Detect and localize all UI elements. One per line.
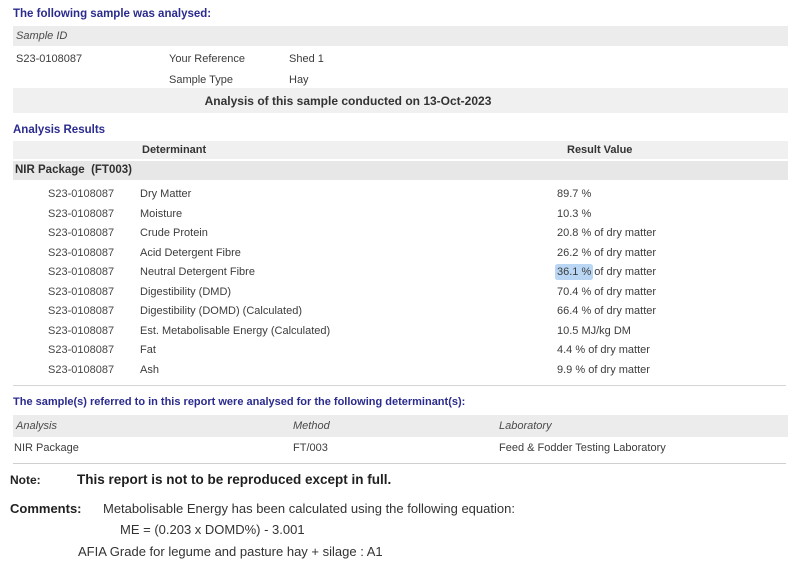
result-determinant: Ash (140, 363, 159, 376)
result-value-number: 26.2 % (557, 246, 592, 259)
note-label: Note: (10, 473, 41, 487)
result-determinant: Crude Protein (140, 227, 208, 239)
sample-id-value: S23-0108087 (16, 53, 83, 65)
result-sample-id: S23-0108087 (48, 324, 115, 337)
result-value-number: 70.4 % (557, 285, 592, 298)
sample-type-value: Hay (289, 74, 309, 86)
sample-info-row (0, 52, 796, 67)
result-value (557, 244, 656, 264)
analysis-value: NIR Package (14, 442, 79, 454)
result-value-unit: of dry matter (591, 227, 657, 239)
your-reference-label: Your Reference (169, 53, 246, 65)
analysis-results-heading: Analysis Results (13, 124, 106, 136)
section-divider (13, 463, 786, 464)
comments-label: Comments: (10, 501, 82, 516)
result-sample-id: S23-0108087 (48, 246, 115, 259)
analysis-date-banner (13, 88, 788, 113)
result-determinant: Digestibility (DMD) (140, 285, 232, 298)
result-value-number: 10.3 % (557, 207, 592, 220)
result-determinant: Dry Matter (140, 188, 192, 200)
result-value-column-header: Result Value (567, 144, 633, 156)
result-value (557, 341, 650, 361)
result-value-unit: of dry matter (591, 246, 657, 259)
result-determinant: Neutral Detergent Fibre (140, 266, 255, 278)
result-value-unit: of dry matter (585, 344, 650, 356)
result-determinant: Est. Metabolisable Energy (Calculated) (140, 324, 331, 337)
determinants-table-row (13, 442, 796, 455)
result-sample-id: S23-0108087 (48, 207, 115, 220)
result-sample-id: S23-0108087 (48, 188, 115, 200)
result-value-unit: of dry matter (591, 285, 657, 298)
result-row (0, 361, 796, 381)
result-value-number: 20.8 % (557, 227, 592, 239)
sample-type-label: Sample Type (169, 74, 234, 86)
me-equation-line: ME = (0.203 x DOMD%) - 3.001 (120, 522, 305, 537)
selected-result-value-number: 36.1 % (557, 266, 592, 278)
result-value-unit: of dry matter (591, 266, 657, 278)
result-row (0, 224, 796, 244)
result-determinant: Moisture (140, 207, 183, 220)
analysis-column-header: Analysis (16, 420, 57, 432)
result-sample-id: S23-0108087 (48, 227, 115, 239)
result-value (557, 322, 631, 342)
results-table-header (13, 141, 788, 159)
your-reference-value: Shed 1 (289, 53, 324, 65)
result-value (557, 205, 591, 225)
method-column-header: Method (293, 420, 330, 432)
result-determinant: Fat (140, 344, 156, 356)
determinants-heading: The sample(s) referred to in this report were analysed for the following determinant(s): (13, 396, 466, 408)
results-table-body (0, 185, 796, 380)
result-row (0, 263, 796, 283)
result-row (0, 205, 796, 225)
result-row (0, 185, 796, 205)
result-value-number: 89.7 % (557, 188, 592, 200)
result-row (0, 283, 796, 303)
nir-package-group-header: NIR Package (FT003) (13, 161, 788, 180)
result-determinant: Acid Detergent Fibre (140, 246, 241, 259)
result-row (0, 302, 796, 322)
report-page (0, 8, 796, 560)
result-value-unit: of dry matter (585, 363, 650, 376)
section-divider (13, 385, 786, 386)
result-value (557, 263, 656, 283)
result-value-number: 66.4 % (557, 305, 592, 317)
result-sample-id: S23-0108087 (48, 266, 115, 278)
note-text: This report is not to be reproduced except in full. (77, 472, 392, 487)
result-value (557, 283, 656, 303)
method-value: FT/003 (293, 442, 328, 454)
comments-line1: Metabolisable Energy has been calculated using the following equation: (103, 501, 515, 516)
result-row (0, 244, 796, 264)
result-sample-id: S23-0108087 (48, 344, 115, 356)
result-value-number: 9.9 % (557, 363, 586, 376)
result-sample-id: S23-0108087 (48, 305, 115, 317)
sample-info-block (0, 52, 796, 88)
result-sample-id: S23-0108087 (48, 285, 115, 298)
result-row (0, 341, 796, 361)
determinant-column-header: Determinant (142, 144, 207, 156)
result-row (0, 322, 796, 342)
sample-analysed-heading: The following sample was analysed: (13, 8, 212, 20)
afia-grade-line: AFIA Grade for legume and pasture hay + silage : A1 (78, 544, 383, 559)
sample-info-row (0, 73, 796, 88)
note-section (10, 472, 796, 488)
result-value (557, 361, 650, 381)
result-value-number: 10.5 MJ/kg DM (557, 324, 631, 337)
sample-id-header-label: Sample ID (16, 30, 68, 42)
result-value-unit: of dry matter (591, 305, 657, 317)
result-sample-id: S23-0108087 (48, 363, 115, 376)
result-value (557, 302, 656, 322)
comments-section (10, 501, 796, 517)
result-value (557, 224, 656, 244)
analysis-date-banner-text: Analysis of this sample conducted on 13-Oct-2023 (204, 93, 492, 108)
determinants-table-header (13, 415, 788, 437)
laboratory-value: Feed & Fodder Testing Laboratory (499, 442, 666, 454)
result-value (557, 185, 591, 205)
result-value-number: 4.4 % (557, 344, 586, 356)
sample-id-header-bar (13, 26, 788, 46)
laboratory-column-header: Laboratory (499, 420, 552, 432)
result-determinant: Digestibility (DOMD) (Calculated) (140, 305, 302, 317)
